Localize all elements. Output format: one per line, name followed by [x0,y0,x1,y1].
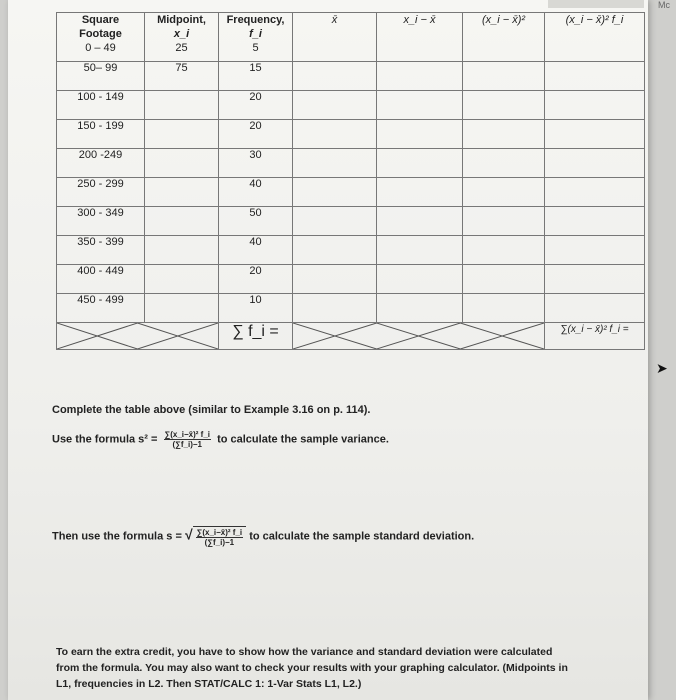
header-deviation: x_i − x̄ [377,13,463,62]
squared-deviation-cell[interactable] [463,294,545,323]
midpoint-cell [145,178,219,207]
deviation-cell[interactable] [377,91,463,120]
deviation-cell[interactable] [377,207,463,236]
crossed-cell-1 [57,323,219,350]
midpoint-cell [145,265,219,294]
extra-credit-note [56,644,568,692]
extra-credit-line-2: from the formula. You may also want to check your results with your graphing calculator. (Midpoints in [56,662,568,674]
table-row [57,207,645,236]
weighted-cell[interactable] [545,149,645,178]
frequency-table [56,12,645,350]
table-row [57,236,645,265]
frequency-cell: 40 [219,178,293,207]
header-square-footage: Square Footage 0 – 49 [57,13,145,62]
deviation-cell[interactable] [377,120,463,149]
variance-fraction [164,430,212,449]
worksheet-page [8,0,648,700]
cursor-arrow-icon: ➤ [656,360,668,376]
table-row [57,265,645,294]
sd-fraction [196,528,244,547]
frequency-cell: 20 [219,265,293,294]
mean-cell[interactable] [293,207,377,236]
mean-cell[interactable] [293,91,377,120]
extra-credit-line-3: L1, frequencies in L2. Then STAT/CALC 1: 1-Var Stats L1, L2.) [56,678,362,690]
midpoint-cell [145,207,219,236]
cross-mark [293,323,544,349]
frequency-cell: 40 [219,236,293,265]
weighted-cell[interactable] [545,265,645,294]
table-row [57,178,645,207]
deviation-cell[interactable] [377,149,463,178]
variance-formula-line [52,430,389,449]
midpoint-cell: 75 [145,62,219,91]
range-cell: 50– 99 [57,62,145,91]
header-squared-deviation: (x_i − x̄)² [463,13,545,62]
instruction-complete: Complete the table above (similar to Example 3.16 on p. 114). [52,404,371,416]
sd-formula-line [52,526,474,547]
weighted-cell[interactable] [545,207,645,236]
deviation-cell[interactable] [377,265,463,294]
header-weighted-squared-deviation: (x_i − x̄)² f_i [545,13,645,62]
top-strip [548,0,644,8]
midpoint-cell [145,149,219,178]
deviation-cell[interactable] [377,178,463,207]
variance-denominator: (∑f_i)−1 [172,440,203,449]
table-row [57,294,645,323]
squared-deviation-cell[interactable] [463,149,545,178]
range-cell: 200 -249 [57,149,145,178]
squared-deviation-cell[interactable] [463,178,545,207]
weighted-cell[interactable] [545,236,645,265]
range-cell: 350 - 399 [57,236,145,265]
mean-cell[interactable] [293,294,377,323]
midpoint-cell [145,294,219,323]
sum-weighted-squares-cell[interactable] [545,323,645,350]
variance-suffix: to calculate the sample variance. [217,433,389,446]
range-cell: 400 - 449 [57,265,145,294]
frequency-cell: 10 [219,294,293,323]
header-frequency: Frequency, f_i 5 [219,13,293,62]
frequency-cell: 30 [219,149,293,178]
variance-prefix: Use the formula s² = [52,433,158,446]
range-cell: 250 - 299 [57,178,145,207]
mean-cell[interactable] [293,149,377,178]
weighted-cell[interactable] [545,91,645,120]
mean-cell[interactable] [293,120,377,149]
sd-radicand [193,526,247,547]
mean-cell[interactable] [293,178,377,207]
squared-deviation-cell[interactable] [463,207,545,236]
totals-row [57,323,645,350]
squared-deviation-cell[interactable] [463,62,545,91]
weighted-cell[interactable] [545,294,645,323]
sd-numerator: ∑(x_i−x̄)² f_i [196,528,243,537]
sum-weighted-squares-label: ∑(x_i − x̄)² f_i = [560,324,629,335]
variance-numerator: ∑(x_i−x̄)² f_i [164,430,211,439]
sqrt-icon: √ [184,526,193,543]
squared-deviation-cell[interactable] [463,120,545,149]
header-midpoint: Midpoint, x_i 25 [145,13,219,62]
deviation-cell[interactable] [377,294,463,323]
table-row [57,62,645,91]
range-cell: 300 - 349 [57,207,145,236]
midpoint-cell [145,236,219,265]
sd-suffix: to calculate the sample standard deviation. [249,530,475,543]
squared-deviation-cell[interactable] [463,265,545,294]
table-header-row [57,13,645,62]
range-cell: 100 - 149 [57,91,145,120]
sd-denominator: (∑f_i)−1 [204,538,235,547]
table-row [57,120,645,149]
range-cell: 450 - 499 [57,294,145,323]
frequency-cell: 15 [219,62,293,91]
table-row [57,149,645,178]
weighted-cell[interactable] [545,120,645,149]
weighted-cell[interactable] [545,62,645,91]
deviation-cell[interactable] [377,236,463,265]
weighted-cell[interactable] [545,178,645,207]
table-row [57,91,645,120]
mean-cell[interactable] [293,265,377,294]
midpoint-cell [145,120,219,149]
sum-frequency-label: ∑ f_i = [232,323,279,340]
mean-cell[interactable] [293,236,377,265]
midpoint-cell [145,91,219,120]
deviation-cell[interactable] [377,62,463,91]
extra-credit-line-1: To earn the extra credit, you have to show how the variance and standard deviation were calculated [56,646,553,658]
frequency-cell: 50 [219,207,293,236]
header-mean: x̄ [293,13,377,62]
sd-prefix: Then use the formula s = [52,530,182,543]
range-cell: 150 - 199 [57,120,145,149]
squared-deviation-cell[interactable] [463,91,545,120]
squared-deviation-cell[interactable] [463,236,545,265]
frequency-cell: 20 [219,91,293,120]
crossed-cell-2 [293,323,545,350]
sum-frequency-cell[interactable] [219,323,293,350]
frequency-cell: 20 [219,120,293,149]
corner-label: Mc [658,0,670,10]
mean-cell[interactable] [293,62,377,91]
cross-mark [57,323,218,349]
